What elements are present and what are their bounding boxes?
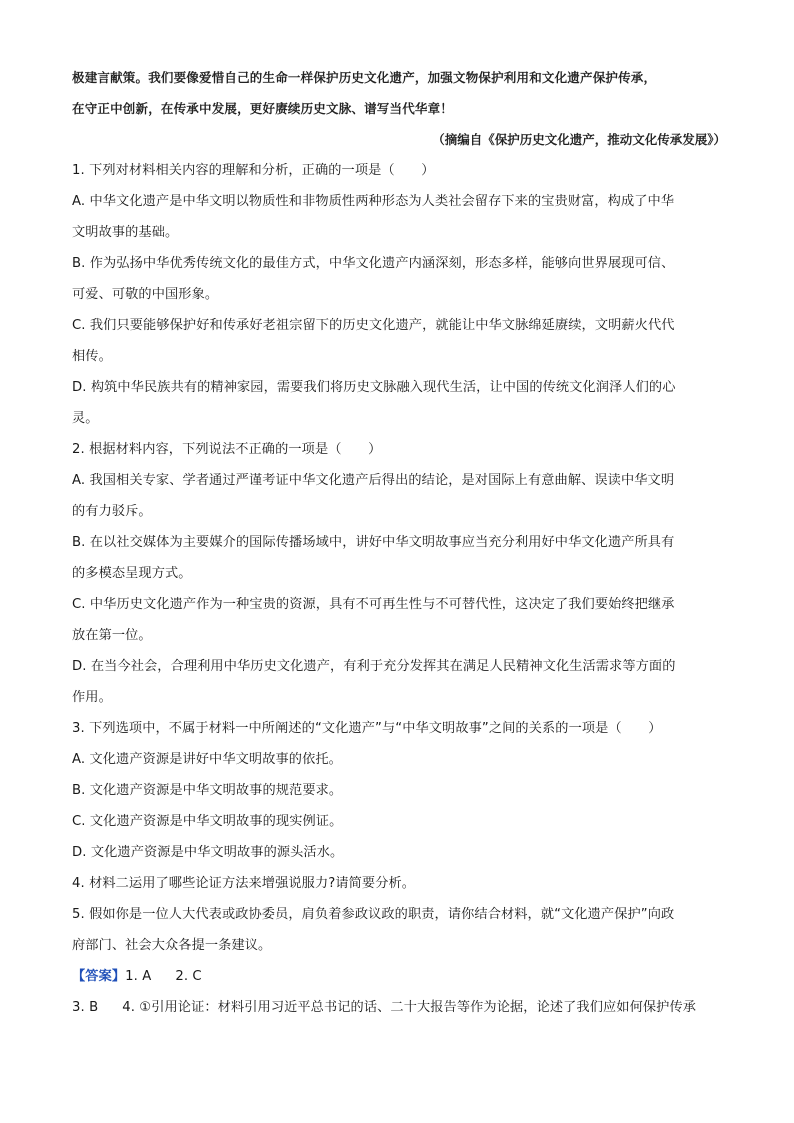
- question-1-option-b: B. 作为弘扬中华优秀传统文化的最佳方式，中华文化遗产内涵深刻，形态多样，能够向世界展现可信、: [72, 256, 675, 271]
- question-3-option-b: B. 文化遗产资源是中华文明故事的规范要求。: [72, 783, 343, 798]
- question-2-option-c-cont: 放在第一位。: [72, 628, 152, 643]
- answer-2: 2. C: [175, 969, 202, 984]
- answer-1: 1. A: [125, 969, 152, 984]
- question-2-option-d-cont: 作用。: [72, 690, 112, 705]
- question-1: [72, 155, 722, 434]
- question-1-option-d: D. 构筑中华民族共有的精神家园，需要我们将历史文脉融入现代生活，让中国的传统文化润泽人们的心: [72, 380, 676, 395]
- question-1-stem: 1. 下列对材料相关内容的理解和分析，正确的一项是（ ）: [72, 163, 435, 178]
- question-5-stem: 5. 假如你是一位人大代表或政协委员，肩负着参政议政的职责，请你结合材料，就“文化遗产保护”向政: [72, 907, 675, 922]
- document-page: [72, 62, 726, 1023]
- question-1-option-c-cont: 相传。: [72, 349, 112, 364]
- question-2-stem: 2. 根据材料内容，下列说法不正确的一项是（ ）: [72, 442, 382, 457]
- question-1-option-a-cont: 文明故事的基础。: [72, 225, 179, 240]
- question-2-option-d: D. 在当今社会，合理利用中华历史文化遗产，有利于充分发挥其在满足人民精神文化生活需求等方面的: [72, 659, 676, 674]
- answer-4: 4. ①引用论证：材料引用习近平总书记的话、二十大报告等作为论据，论述了我们应如何保护传承: [122, 1000, 697, 1015]
- question-4-stem: 4. 材料二运用了哪些论证方法来增强说服力?请简要分析。: [72, 876, 416, 891]
- passage-source: （摘编自《保护历史文化遗产，推动文化传承发展》）: [432, 132, 726, 147]
- question-1-option-c: C. 我们只要能够保护好和传承好老祖宗留下的历史文化遗产，就能让中华文脉绵延赓续，文明薪火代代: [72, 318, 675, 333]
- passage-line-2: 在守正中创新，在传承中发展，更好赓续历史文脉、谱写当代华章！: [72, 101, 454, 116]
- question-3: [72, 713, 722, 868]
- question-3-option-a: A. 文化遗产资源是讲好中华文明故事的依托。: [72, 752, 342, 767]
- passage-line-1: 极建言献策。我们要像爱惜自己的生命一样保护历史文化遗产，加强文物保护利用和文化遗产保护传承，: [72, 70, 657, 85]
- question-1-option-b-cont: 可爱、可敬的中国形象。: [72, 287, 219, 302]
- question-2-option-a-cont: 的有力驳斥。: [72, 504, 152, 519]
- question-5-stem-cont: 府部门、社会大众各提一条建议。: [72, 938, 272, 953]
- question-1-option-d-cont: 灵。: [72, 411, 99, 426]
- answer-label: 【答案】: [72, 969, 126, 984]
- question-2-option-b: B. 在以社交媒体为主要媒介的国际传播场域中，讲好中华文明故事应当充分利用好中华文化遗产所具有: [72, 535, 675, 550]
- question-2: [72, 434, 722, 713]
- question-1-option-a: A. 中华文化遗产是中华文明以物质性和非物质性两种形态为人类社会留存下来的宝贵财富，构成了中华: [72, 194, 675, 209]
- answer-line-2: [72, 992, 722, 1023]
- question-2-option-a: A. 我国相关专家、学者通过严谨考证中华文化遗产后得出的结论，是对国际上有意曲解、误读中华文明: [72, 473, 675, 488]
- question-2-option-b-cont: 的多模态呈现方式。: [72, 566, 192, 581]
- question-2-option-c: C. 中华历史文化遗产作为一种宝贵的资源，具有不可再生性与不可替代性，这决定了我们要始终把继承: [72, 597, 675, 612]
- question-3-option-c: C. 文化遗产资源是中华文明故事的现实例证。: [72, 814, 343, 829]
- question-3-stem: 3. 下列选项中，不属于材料一中所阐述的“文化遗产”与“中华文明故事”之间的关系的一项是（ ）: [72, 721, 662, 736]
- answer-3: 3. B: [72, 1000, 99, 1015]
- answer-line-1: [72, 961, 722, 992]
- question-3-option-d: D. 文化遗产资源是中华文明故事的源头活水。: [72, 845, 344, 860]
